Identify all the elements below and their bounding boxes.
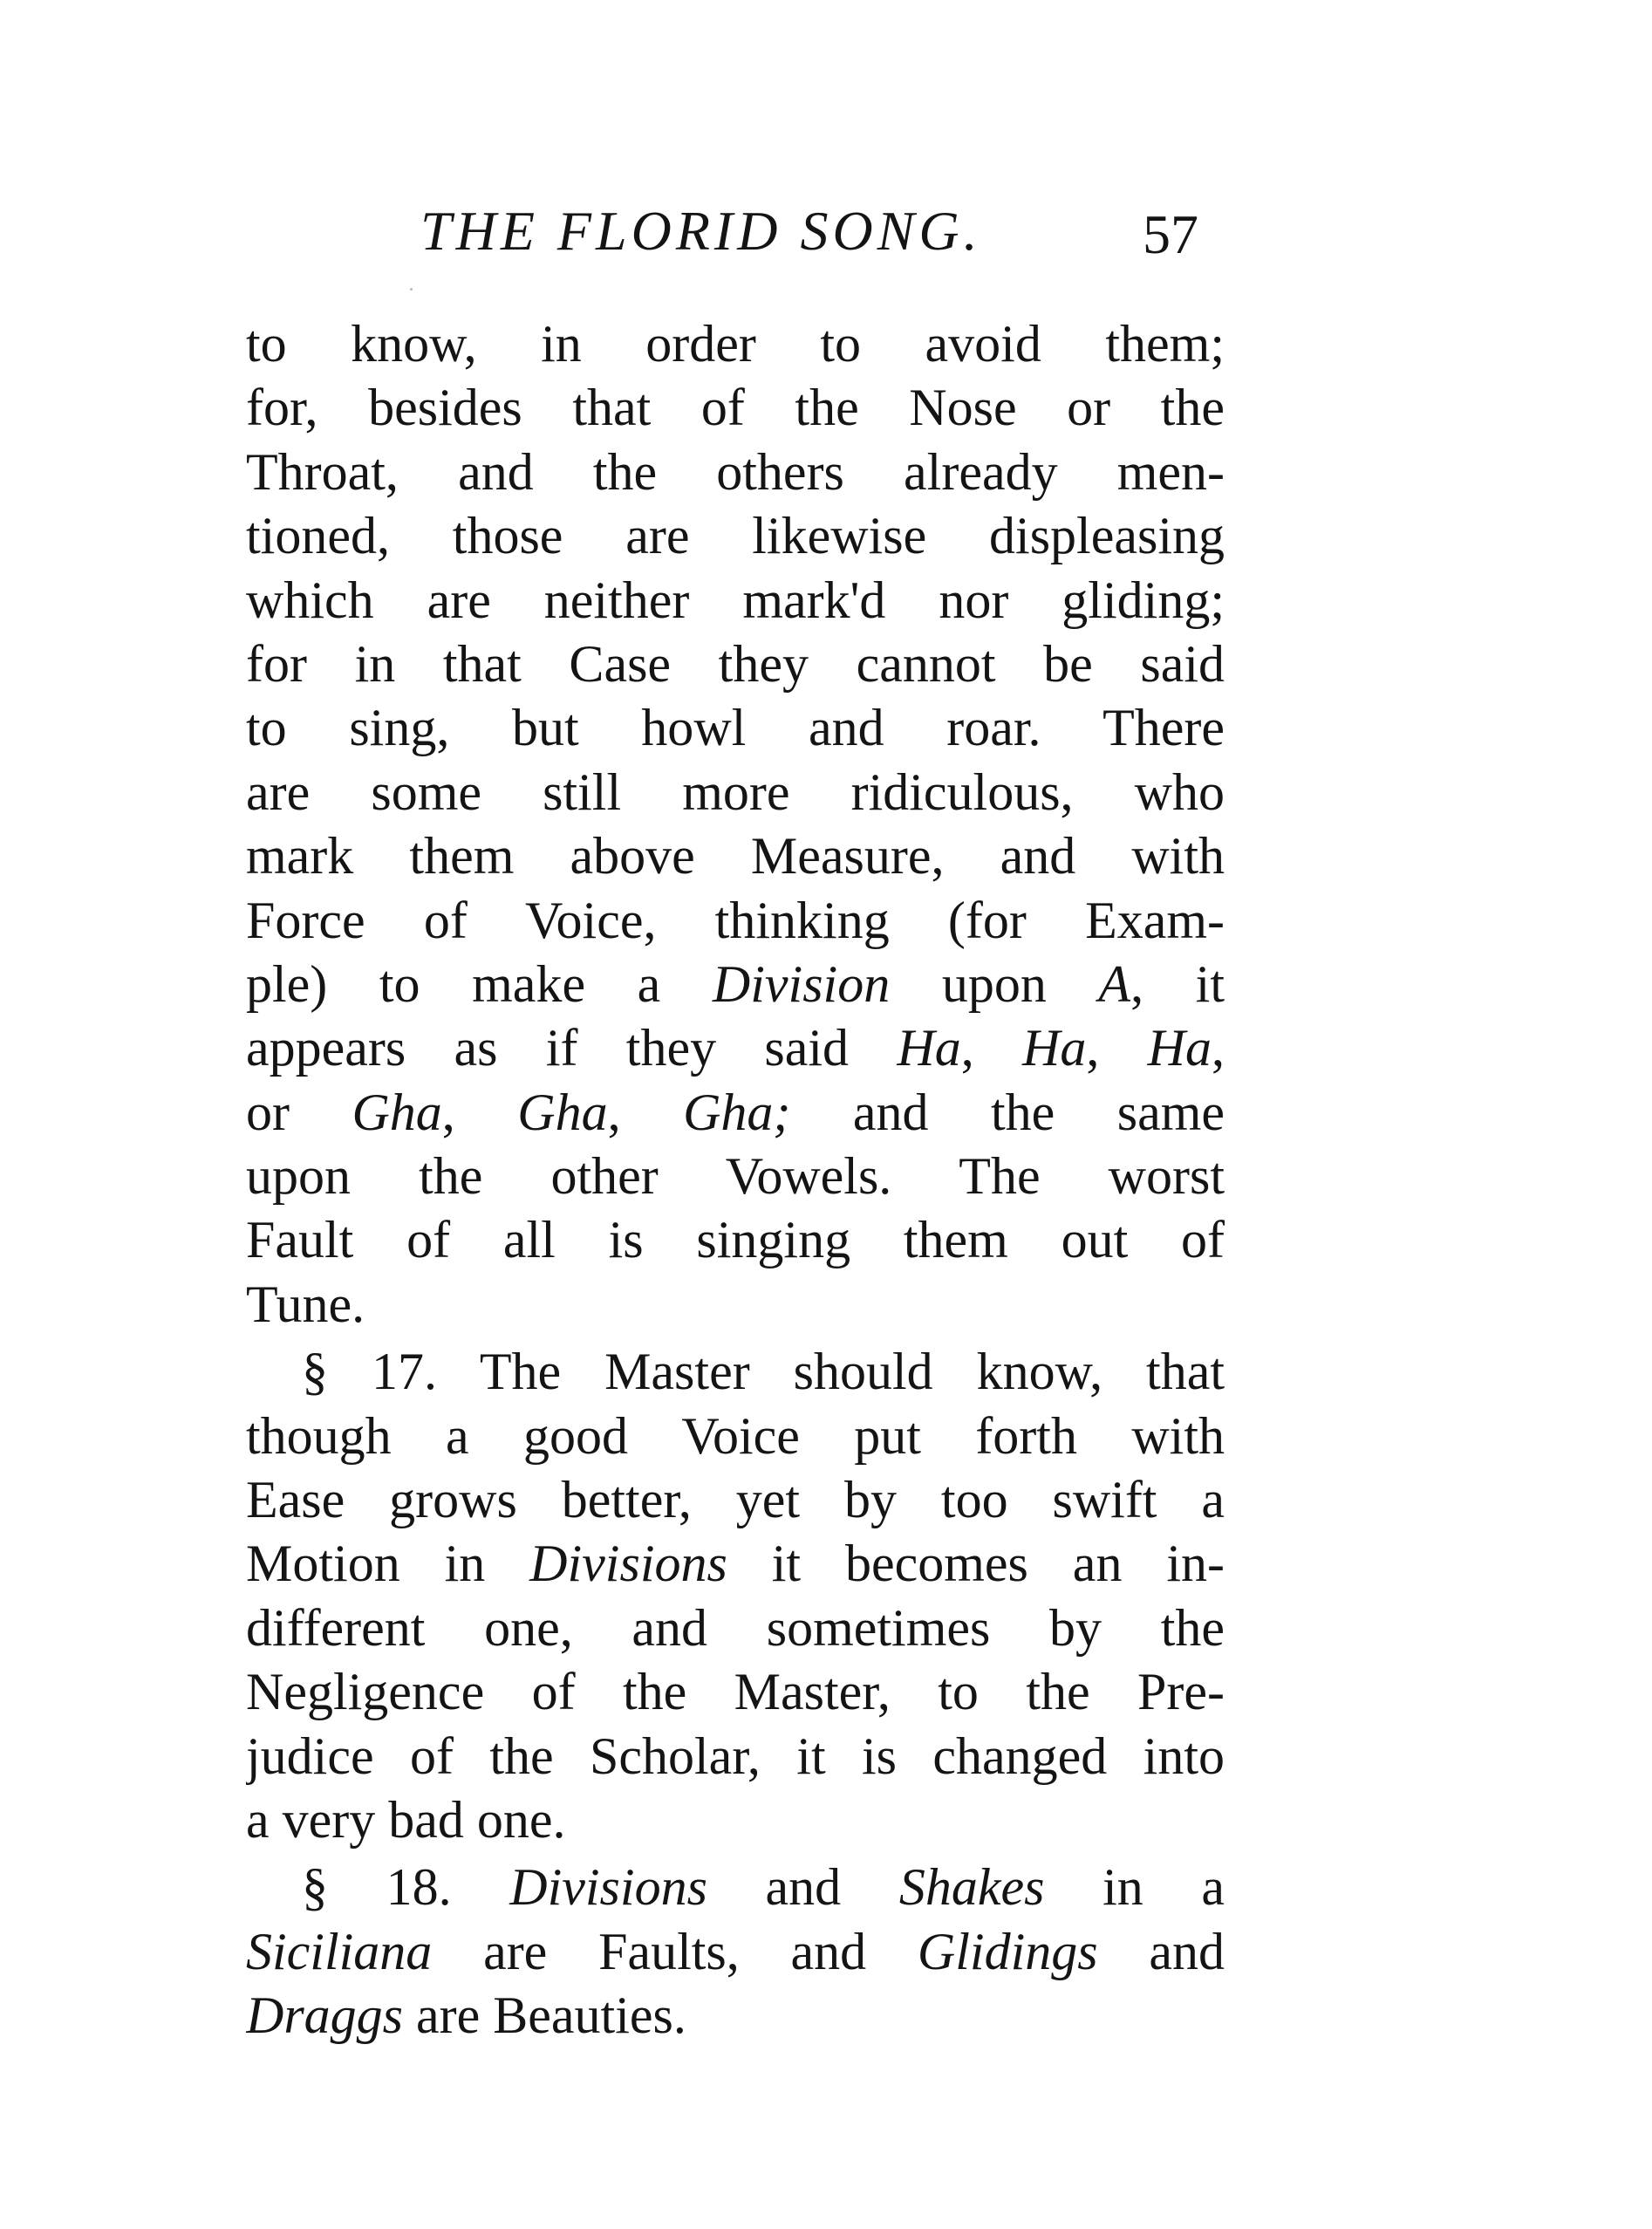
italic-run: A <box>1098 954 1131 1013</box>
text-line <box>246 1984 1225 2048</box>
text-line <box>246 889 1225 953</box>
text-run: § 18. <box>302 1858 510 1917</box>
text-run: § 17. The Master should know, that <box>302 1343 1225 1401</box>
text-run: a very bad one. <box>246 1790 566 1849</box>
paragraph-18-first-line <box>246 1856 1225 1919</box>
text-line <box>246 1405 1225 1468</box>
text-line <box>246 1016 1225 1080</box>
text-run: tioned, those are likewise displeasing <box>246 507 1225 565</box>
text-line <box>246 312 1225 376</box>
text-line <box>246 1081 1225 1145</box>
text-run: Tune. <box>246 1275 365 1333</box>
text-line <box>246 376 1225 440</box>
text-run: , <box>607 1083 684 1141</box>
text-run: different one, and sometimes by the <box>246 1598 1225 1657</box>
text-run: are Faults, and <box>432 1922 918 1980</box>
text-run: or <box>246 1083 352 1141</box>
body-text <box>246 312 1225 2048</box>
italic-run: Gha; <box>683 1083 791 1141</box>
text-line <box>246 1532 1225 1596</box>
italic-run: Siciliana <box>246 1922 433 1980</box>
text-run: Throat, and the others already men- <box>246 442 1225 501</box>
text-line <box>246 1208 1225 1272</box>
text-line <box>246 1920 1225 1984</box>
text-run: , <box>441 1083 518 1141</box>
text-run: to sing, but howl and roar. There <box>246 699 1225 757</box>
text-run: it becomes an in- <box>727 1535 1225 1593</box>
text-line <box>246 1145 1225 1208</box>
italic-run: Gha <box>517 1083 608 1141</box>
text-run: Force of Voice, thinking (for Exam- <box>246 891 1225 949</box>
page-number: 57 <box>1143 203 1198 265</box>
text-run: judice of the Scholar, it is changed into <box>246 1726 1225 1785</box>
paper-speck <box>410 288 413 291</box>
paragraph-17-first-line <box>246 1340 1225 1404</box>
text-line <box>246 441 1225 504</box>
text-run: though a good Voice put forth with <box>246 1406 1225 1465</box>
text-line <box>246 1468 1225 1532</box>
text-run: Negligence of the Master, to the Pre- <box>246 1663 1225 1721</box>
text-line <box>246 504 1225 568</box>
italic-run: Shakes <box>898 1858 1045 1917</box>
text-run: in a <box>1044 1858 1225 1917</box>
text-run: Fault of all is singing them out of <box>246 1211 1225 1269</box>
text-run: upon <box>890 954 1099 1013</box>
text-line <box>246 1660 1225 1724</box>
text-run: appears as if they said <box>246 1019 898 1077</box>
text-line <box>246 1273 1225 1337</box>
text-run: , it <box>1130 954 1225 1013</box>
text-line <box>246 569 1225 632</box>
text-line <box>246 1788 1225 1852</box>
text-line <box>246 761 1225 824</box>
text-run: and <box>1097 1922 1225 1980</box>
text-run: Motion in <box>246 1535 530 1593</box>
text-run: are Beauties. <box>403 1986 686 2045</box>
text-line <box>246 632 1225 696</box>
text-run: , <box>1086 1019 1148 1077</box>
text-run: which are neither mark'd nor gliding; <box>246 571 1225 629</box>
running-head <box>246 196 1225 266</box>
text-run: for, besides that of the Nose or the <box>246 379 1225 437</box>
italic-run: Draggs <box>246 1986 404 2045</box>
italic-run: Gha <box>352 1083 442 1141</box>
italic-run: Divisions <box>529 1535 727 1593</box>
italic-run: Divisions <box>509 1858 707 1917</box>
text-run: ple) to make a <box>246 954 713 1013</box>
text-run: and the same <box>790 1083 1225 1141</box>
italic-run: Ha <box>1022 1019 1087 1077</box>
italic-run: Ha <box>1147 1019 1212 1077</box>
text-line <box>246 824 1225 888</box>
text-run: , <box>1212 1019 1225 1077</box>
text-line <box>246 1725 1225 1788</box>
text-run: upon the other Vowels. The worst <box>246 1147 1225 1206</box>
running-title: THE FLORID SONG. <box>420 200 982 262</box>
text-run: are some still more ridiculous, who <box>246 762 1225 821</box>
text-line <box>246 696 1225 760</box>
text-run: and <box>707 1858 899 1917</box>
text-run: , <box>960 1019 1023 1077</box>
text-line <box>246 1597 1225 1660</box>
text-run: for in that Case they cannot be said <box>246 634 1225 693</box>
text-run: Ease grows better, yet by too swift a <box>246 1471 1225 1529</box>
text-run: to know, in order to avoid them; <box>246 315 1225 373</box>
italic-run: Glidings <box>917 1922 1098 1980</box>
text-run: mark them above Measure, and with <box>246 827 1225 885</box>
italic-run: Ha <box>897 1019 961 1077</box>
italic-run: Division <box>712 954 891 1013</box>
text-line <box>246 953 1225 1016</box>
